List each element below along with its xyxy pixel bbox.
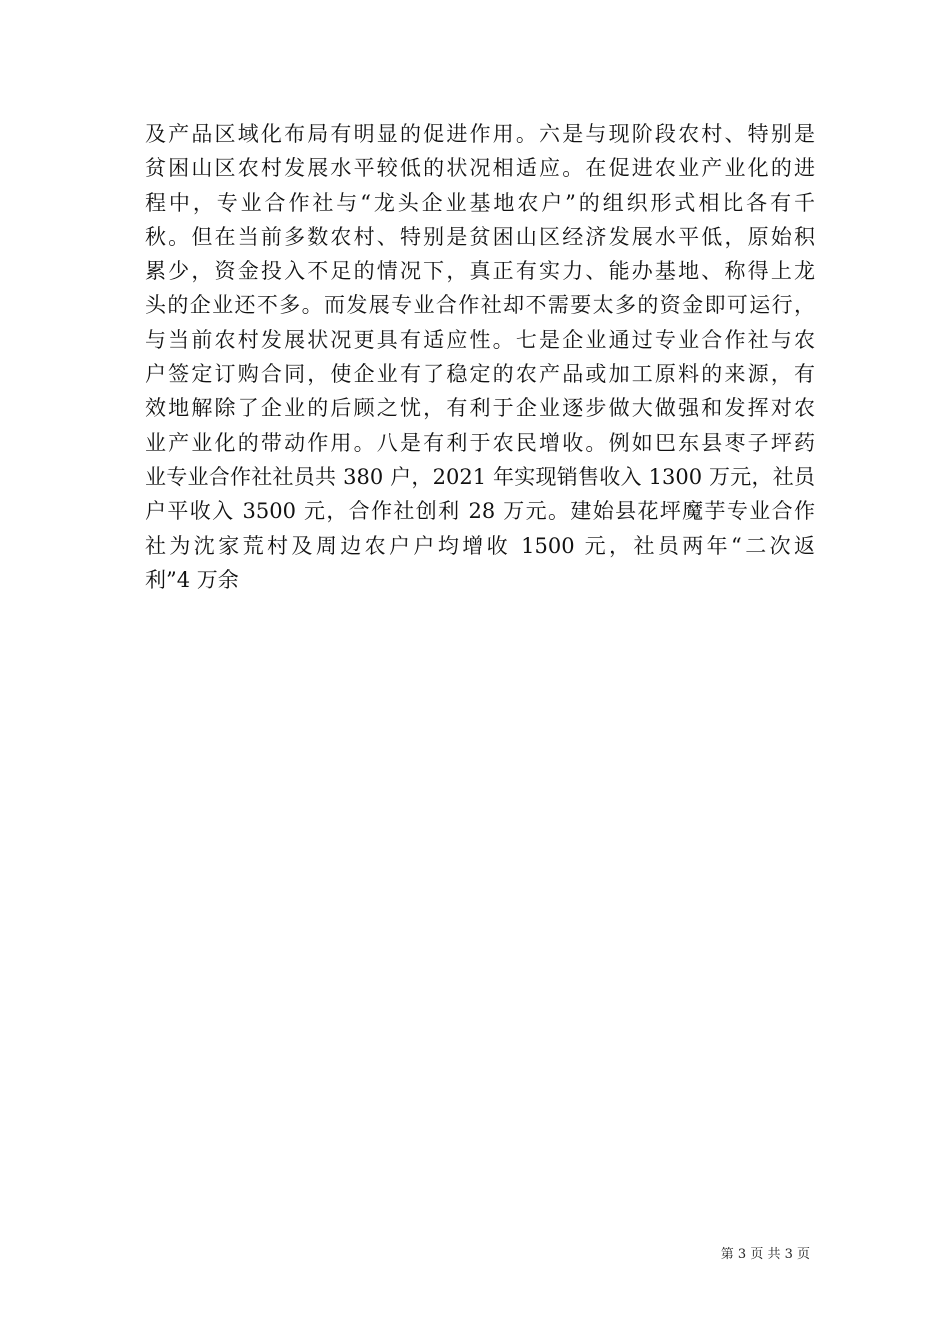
text-line-4: 秋。但在当前多数农村、特别是贫困山区经济发展水平低，原始积 — [145, 224, 815, 249]
text-line-14: 利”4 万余 — [145, 567, 239, 592]
text-line-3: 程中，专业合作社与“龙头企业基地农户”的组织形式相比各有千 — [145, 190, 815, 215]
text-line-12: 户平收入 3500 元，合作社创利 28 万元。建始县花坪魔芋专业合作 — [145, 499, 815, 524]
page-number: 第 3 页 共 3 页 — [720, 1247, 810, 1262]
text-line-7: 与当前农村发展状况更具有适应性。七是企业通过专业合作社与农 — [145, 327, 815, 352]
text-line-8: 户签定订购合同，使企业有了稳定的农产品或加工原料的来源，有 — [145, 362, 815, 387]
text-line-11: 业专业合作社社员共 380 户，2021 年实现销售收入 1300 万元，社员 — [145, 464, 815, 489]
text-line-1: 及产品区域化布局有明显的促进作用。六是与现阶段农村、特别是 — [145, 122, 815, 146]
text-line-6: 头的企业还不多。而发展专业合作社却不需要太多的资金即可运行， — [145, 293, 815, 318]
text-line-10: 业产业化的带动作用。八是有利于农民增收。例如巴东县枣子坪药 — [145, 430, 815, 455]
text-line-9: 效地解除了企业的后顾之忧，有利于企业逐步做大做强和发挥对农 — [145, 396, 815, 421]
text-line-5: 累少，资金投入不足的情况下，真正有实力、能办基地、称得上龙 — [145, 259, 815, 284]
text-line-2: 贫困山区农村发展水平较低的状况相适应。在促进农业产业化的进 — [145, 156, 815, 181]
body-paragraph — [145, 117, 815, 597]
text-line-13: 社为沈家荒村及周边农户户均增收 1500 元，社员两年“二次返 — [145, 533, 815, 558]
